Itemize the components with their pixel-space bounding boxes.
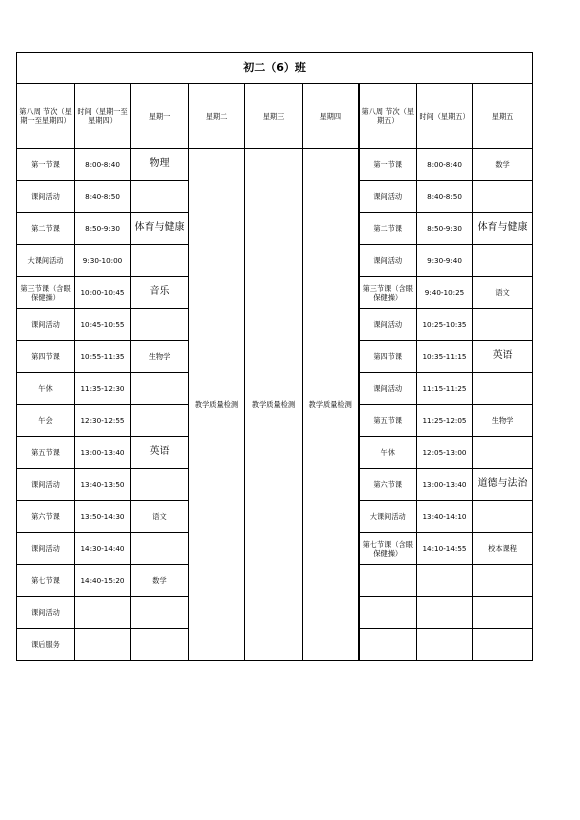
monday-cell: 英语	[131, 437, 189, 469]
left-period-cell: 课间活动	[17, 597, 75, 629]
monday-cell	[131, 181, 189, 213]
friday-cell	[473, 437, 533, 469]
monday-cell: 物理	[131, 149, 189, 181]
left-period-cell: 第七节课	[17, 565, 75, 597]
friday-cell	[473, 565, 533, 597]
right-time-cell	[417, 565, 473, 597]
left-period-cell: 第二节课	[17, 213, 75, 245]
monday-cell	[131, 405, 189, 437]
left-period-cell: 第三节课（含眼保健操）	[17, 277, 75, 309]
table-row	[17, 149, 533, 181]
class-timetable	[16, 52, 533, 661]
left-time-cell: 14:30-14:40	[75, 533, 131, 565]
monday-cell	[131, 533, 189, 565]
header-right-period: 第八周 节次（星期五）	[359, 84, 417, 149]
left-time-cell: 8:50-9:30	[75, 213, 131, 245]
friday-cell: 道德与法治	[473, 469, 533, 501]
header-left-time: 时间（星期一至星期四）	[75, 84, 131, 149]
timetable-title: 初二（6）班	[17, 53, 533, 84]
right-period-cell: 第一节课	[359, 149, 417, 181]
monday-cell	[131, 373, 189, 405]
right-time-cell: 14:10-14:55	[417, 533, 473, 565]
right-period-cell: 第六节课	[359, 469, 417, 501]
left-period-cell: 课间活动	[17, 309, 75, 341]
friday-cell	[473, 373, 533, 405]
right-time-cell: 12:05-13:00	[417, 437, 473, 469]
header-row	[17, 84, 533, 149]
left-period-cell: 第五节课	[17, 437, 75, 469]
title-row	[17, 53, 533, 84]
friday-cell: 体育与健康	[473, 213, 533, 245]
right-period-cell: 课间活动	[359, 245, 417, 277]
friday-cell: 生物学	[473, 405, 533, 437]
left-time-cell: 10:45-10:55	[75, 309, 131, 341]
monday-cell: 语文	[131, 501, 189, 533]
right-time-cell	[417, 629, 473, 661]
timetable-body	[17, 53, 533, 661]
friday-cell	[473, 597, 533, 629]
left-time-cell: 8:40-8:50	[75, 181, 131, 213]
right-time-cell: 11:25-12:05	[417, 405, 473, 437]
header-wednesday: 星期三	[245, 84, 303, 149]
right-time-cell: 10:35-11:15	[417, 341, 473, 373]
left-time-cell: 9:30-10:00	[75, 245, 131, 277]
monday-cell	[131, 469, 189, 501]
left-time-cell: 14:40-15:20	[75, 565, 131, 597]
left-time-cell: 13:00-13:40	[75, 437, 131, 469]
left-period-cell: 午会	[17, 405, 75, 437]
right-period-cell: 第七节课（含眼保健操）	[359, 533, 417, 565]
left-period-cell: 课后服务	[17, 629, 75, 661]
friday-cell: 英语	[473, 341, 533, 373]
left-period-cell: 课间活动	[17, 533, 75, 565]
left-period-cell: 课间活动	[17, 181, 75, 213]
right-period-cell: 课间活动	[359, 373, 417, 405]
left-time-cell	[75, 597, 131, 629]
right-time-cell: 8:40-8:50	[417, 181, 473, 213]
monday-cell: 体育与健康	[131, 213, 189, 245]
monday-cell	[131, 597, 189, 629]
right-time-cell: 9:40-10:25	[417, 277, 473, 309]
right-period-cell: 大课间活动	[359, 501, 417, 533]
friday-cell	[473, 245, 533, 277]
tuesday-exam-cell: 教学质量检测	[189, 149, 245, 661]
left-period-cell: 大课间活动	[17, 245, 75, 277]
left-time-cell: 10:00-10:45	[75, 277, 131, 309]
right-time-cell: 8:00-8:40	[417, 149, 473, 181]
thursday-exam-cell: 教学质量检测	[303, 149, 359, 661]
right-time-cell: 13:40-14:10	[417, 501, 473, 533]
left-period-cell: 第一节课	[17, 149, 75, 181]
right-time-cell: 11:15-11:25	[417, 373, 473, 405]
friday-cell	[473, 501, 533, 533]
right-time-cell: 10:25-10:35	[417, 309, 473, 341]
left-time-cell: 13:40-13:50	[75, 469, 131, 501]
left-time-cell: 11:35-12:30	[75, 373, 131, 405]
right-period-cell	[359, 629, 417, 661]
right-time-cell: 13:00-13:40	[417, 469, 473, 501]
monday-cell	[131, 245, 189, 277]
left-time-cell: 13:50-14:30	[75, 501, 131, 533]
monday-cell: 音乐	[131, 277, 189, 309]
right-period-cell: 课间活动	[359, 181, 417, 213]
friday-cell	[473, 629, 533, 661]
header-monday: 星期一	[131, 84, 189, 149]
friday-cell: 数学	[473, 149, 533, 181]
left-time-cell	[75, 629, 131, 661]
header-left-period: 第八周 节次（星期一至星期四）	[17, 84, 75, 149]
left-time-cell: 10:55-11:35	[75, 341, 131, 373]
friday-cell: 语文	[473, 277, 533, 309]
right-period-cell	[359, 597, 417, 629]
right-time-cell: 9:30-9:40	[417, 245, 473, 277]
friday-cell	[473, 309, 533, 341]
left-period-cell: 午休	[17, 373, 75, 405]
header-friday: 星期五	[473, 84, 533, 149]
right-period-cell: 第二节课	[359, 213, 417, 245]
right-time-cell	[417, 597, 473, 629]
left-period-cell: 第四节课	[17, 341, 75, 373]
monday-cell: 数学	[131, 565, 189, 597]
right-period-cell: 第四节课	[359, 341, 417, 373]
right-period-cell: 课间活动	[359, 309, 417, 341]
header-tuesday: 星期二	[189, 84, 245, 149]
header-right-time: 时间（星期五）	[417, 84, 473, 149]
right-period-cell: 第五节课	[359, 405, 417, 437]
right-time-cell: 8:50-9:30	[417, 213, 473, 245]
monday-cell	[131, 629, 189, 661]
friday-cell: 校本课程	[473, 533, 533, 565]
left-period-cell: 课间活动	[17, 469, 75, 501]
monday-cell: 生物学	[131, 341, 189, 373]
left-time-cell: 12:30-12:55	[75, 405, 131, 437]
left-period-cell: 第六节课	[17, 501, 75, 533]
right-period-cell	[359, 565, 417, 597]
header-thursday: 星期四	[303, 84, 359, 149]
friday-cell	[473, 181, 533, 213]
right-period-cell: 第三节课（含眼保健操）	[359, 277, 417, 309]
wednesday-exam-cell: 教学质量检测	[245, 149, 303, 661]
monday-cell	[131, 309, 189, 341]
right-period-cell: 午休	[359, 437, 417, 469]
left-time-cell: 8:00-8:40	[75, 149, 131, 181]
